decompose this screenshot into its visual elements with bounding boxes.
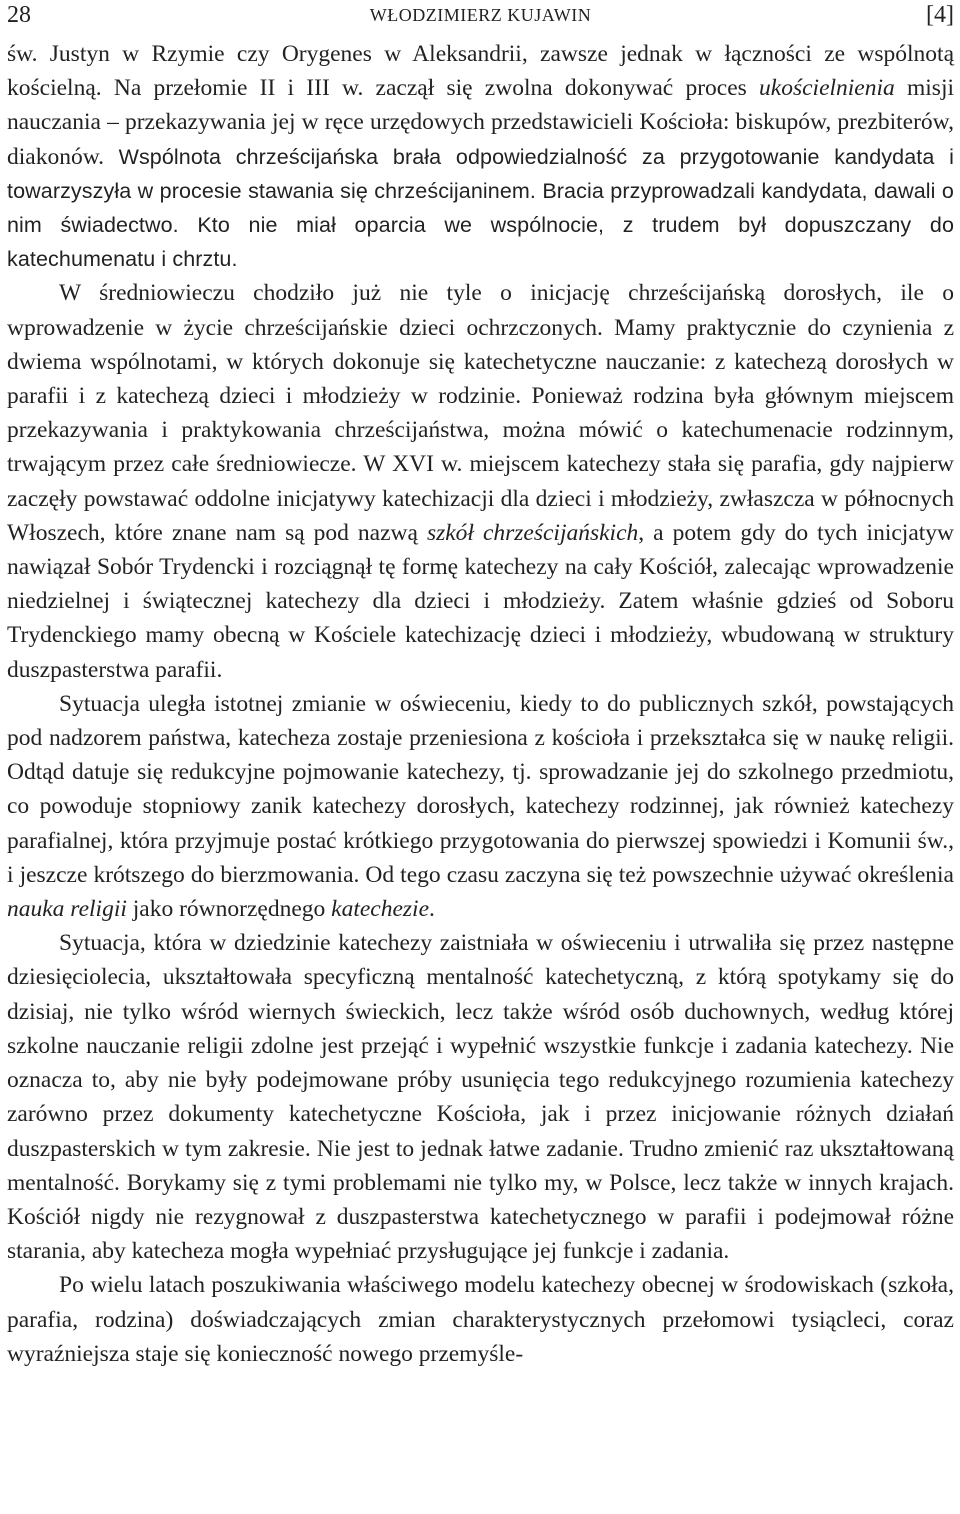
paragraph-5: Po wielu latach poszukiwania właściwego modelu katechezy obecnej w środowiskach (szkoła, parafia, rodzina) doświadczających zmian charakterystycznych przełomowi tysiącleci, coraz wyraźniejsza staje się konieczność nowego przemyśle- (7, 1272, 954, 1367)
emphasis-term: nauka religii (7, 896, 127, 923)
body-text (7, 37, 954, 1371)
emphasis-term: katechezie (331, 896, 429, 923)
running-header (7, 0, 954, 30)
sans-serif-passage: Wspólnota chrześcijańska brała odpowiedzialność za przygotowanie kandydata i towarzyszyła w procesie stawania się chrześcijaninem. Bracia przyprowadzali kandydata, dawali o nim świadectwo. Kto nie miał oparcia we wspólnocie, z trudem był dopuszczany do katechumenatu i chrztu. (7, 144, 954, 272)
emphasis-term: ukościelnienia (759, 75, 895, 102)
paragraph-1: św. Justyn w Rzymie czy Orygenes w Aleksandrii, zawsze jednak w łączności ze wspólnotą kościelną. Na przełomie II i III w. zaczął się zwolna dokonywać proces ukościelnienia misji nauczania – przekazywania jej w ręce urzędowych przedstawicieli Kościoła: biskupów, prezbiterów, diakonów. Wspólnota chrześcijańska brała odpowiedzialność za przygotowanie kandydata i towarzyszyła w procesie stawania się chrześcijaninem. Bracia przyprowadzali kandydata, dawali o nim świadectwo. Kto nie miał oparcia we wspólnocie, z trudem był dopuszczany do katechumenatu i chrztu. (7, 41, 955, 272)
running-author: WŁODZIMIERZ KUJAWIN (369, 5, 592, 25)
emphasis-term: szkół chrześcijańskich (426, 519, 639, 546)
paragraph-3: Sytuacja uległa istotnej zmianie w oświeceniu, kiedy to do publicznych szkół, powstających pod nadzorem państwa, katecheza zostaje przeniesiona z kościoła i przekształca się w naukę religii. Odtąd datuje się redukcyjne pojmowanie katechezy, tj. sprowadzanie jej do szkolnego przedmiotu, co powoduje stopniowy zanik katechezy dorosłych, katechezy rodzinnej, jak również katechezy parafialnej, która przyjmuje postać krótkiego przygotowania do pierwszej spowiedzi i Komunii św., i jeszcze krótszego do bierzmowania. Od tego czasu zaczyna się też powszechnie używać określenia nauka religii jako równorzędnego katechezie. (7, 690, 954, 923)
section-reference: [4] (926, 2, 954, 28)
page-number: 28 (7, 2, 31, 28)
paragraph-4: Sytuacja, która w dziedzinie katechezy zaistniała w oświeceniu i utrwaliła się przez następne dziesięciolecia, ukształtowała specyficzną mentalność katechetyczną, z którą spotykamy się do dzisiaj, nie tylko wśród wiernych świeckich, lecz także wśród osób duchownych, według której szkolne nauczanie religii zdolne jest przejąć i wypełnić wszystkie funkcje i zadania katechezy. Nie oznacza to, aby nie były podejmowane próby usunięcia tego redukcyjnego rozumienia katechezy zarówno przez dokumenty katechetyczne Kościoła, jak i przez inicjowanie różnych działań duszpasterskich w tym zakresie. Nie jest to jednak łatwe zadanie. Trudno zmienić raz ukształtowaną mentalność. Borykamy się z tymi problemami nie tylko my, w Polsce, lecz także w innych krajach. Kościół nigdy nie rezygnował z duszpasterstwa katechetycznego w parafii i podejmował różne starania, aby katecheza mogła wypełniać przysługujące jej funkcje i zadania. (7, 930, 954, 1265)
paragraph-2: W średniowieczu chodziło już nie tyle o inicjację chrześcijańską dorosłych, ile o wprowadzenie w życie chrześcijańskie dzieci ochrzczonych. Mamy praktycznie do czynienia z dwiema wspólnotami, w których dokonuje się katechetyczne nauczanie: z katechezą dorosłych w parafii i z katechezą dzieci i młodzieży w rodzinie. Ponieważ rodzina była głównym miejscem przekazywania i praktykowania chrześcijaństwa, można mówić o katechumenacie rodzinnym, trwającym przez całe średniowiecze. W XVI w. miejscem katechezy stała się parafia, gdy najpierw zaczęły powstawać oddolne inicjatywy katechizacji dla dzieci i młodzieży, zwłaszcza w północnych Włoszech, które znane nam są pod nazwą szkół chrześcijańskich, a potem gdy do tych inicjatyw nawiązał Sobór Trydencki i rozciągnął tę formę katechezy na cały Kościół, zalecając wprowadzenie niedzielnej i świątecznej katechezy dla dzieci i młodzieży. Zatem właśnie gdzieś od Soboru Trydenckiego mamy obecną w Kościele katechizację dzieci i młodzieży, wbudowaną w struktury duszpasterstwa parafii. (7, 280, 954, 683)
